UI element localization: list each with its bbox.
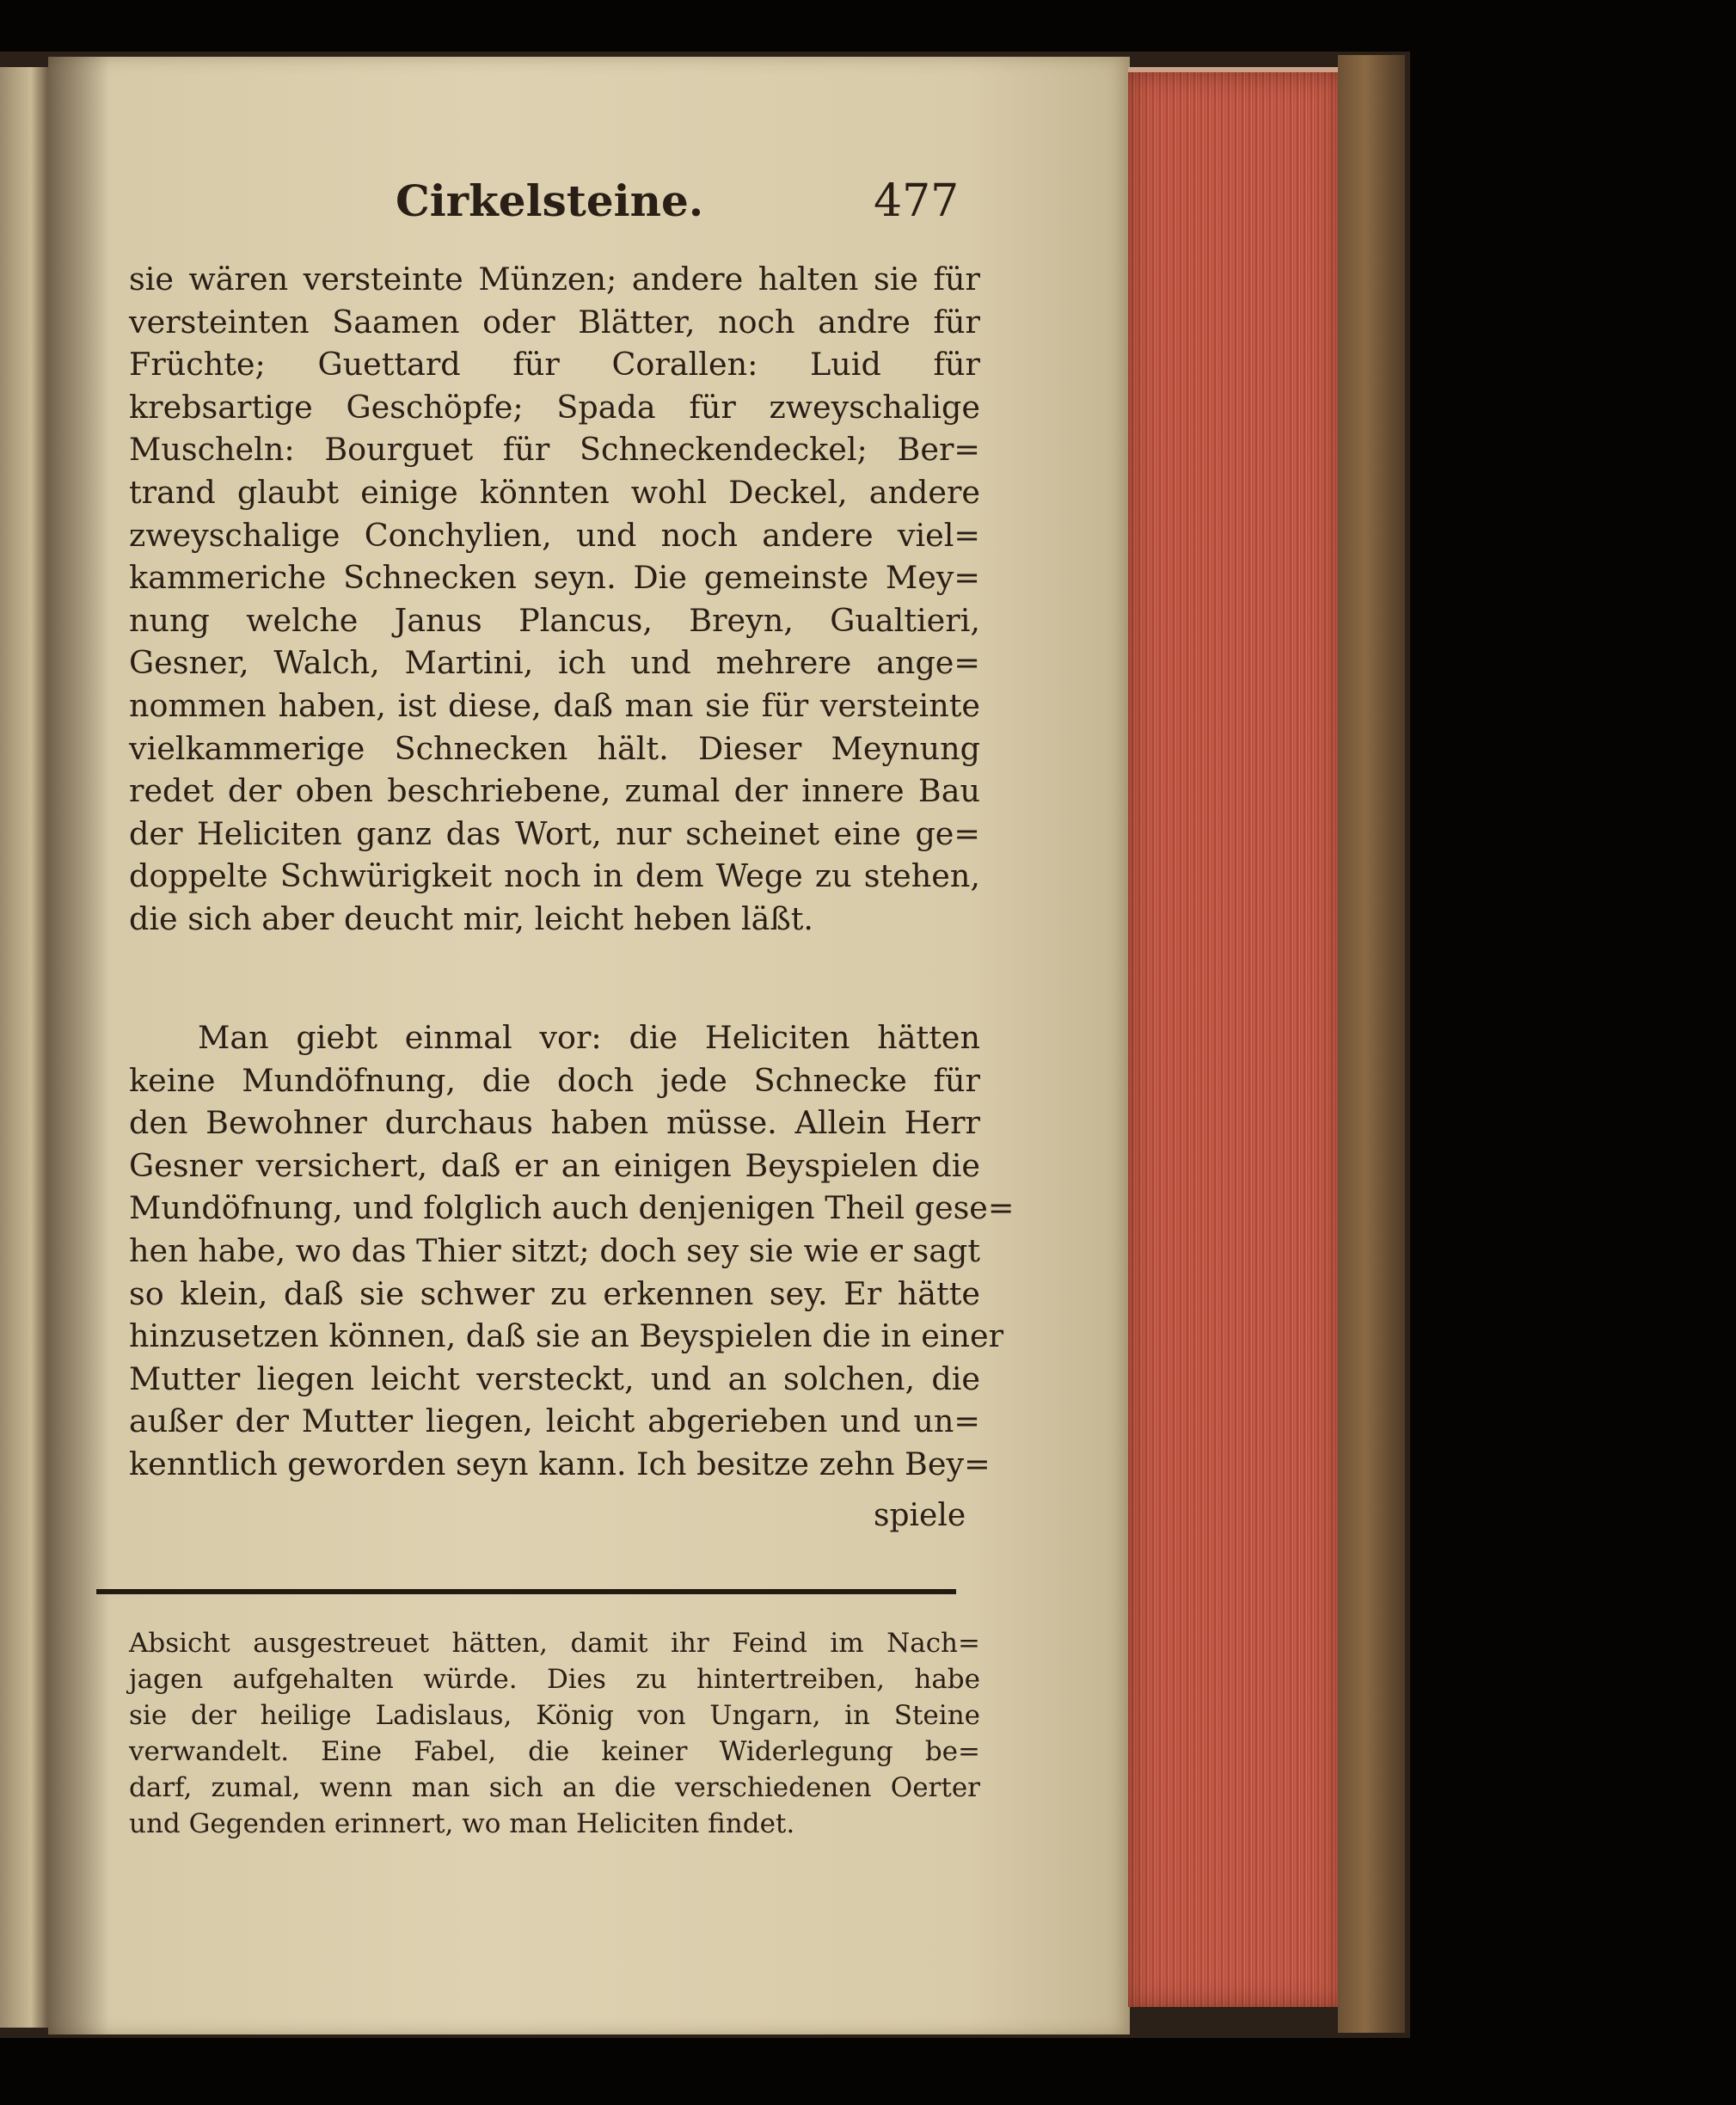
text-line: die sich aber deucht mir, leicht heben läßt. bbox=[129, 899, 814, 937]
text-line: Man giebt einmal vor: die Heliciten hätten bbox=[198, 1019, 980, 1056]
footnote-line: darf, zumal, wenn man sich an die verschiedenen Oerter bbox=[129, 1772, 980, 1803]
footnote-rule bbox=[96, 1589, 956, 1594]
text-line: kenntlich geworden seyn kann. Ich besitze zehn Bey= bbox=[129, 1445, 991, 1482]
text-line: trand glaubt einige könnten wohl Deckel, andere bbox=[129, 473, 980, 511]
text-line: so klein, daß sie schwer zu erkennen sey. Er hätte bbox=[129, 1274, 980, 1312]
footnote-line: jagen aufgehalten würde. Dies zu hintertreiben, habe bbox=[129, 1664, 980, 1695]
text-line: doppelte Schwürigkeit noch in dem Wege zu stehen, bbox=[129, 857, 980, 895]
text-line: nung welche Janus Plancus, Breyn, Gualtieri, bbox=[129, 601, 980, 639]
footnote-line: Absicht ausgestreuet hätten, damit ihr Feind im Nach= bbox=[129, 1628, 980, 1659]
text-line: zweyschalige Conchylien, und noch andere viel= bbox=[129, 516, 980, 554]
footnote-line: sie der heilige Ladislaus, König von Ungarn, in Steine bbox=[129, 1700, 980, 1731]
text-line: kammeriche Schnecken seyn. Die gemeinste Mey= bbox=[129, 559, 980, 597]
text-line: keine Mundöfnung, die doch jede Schnecke für bbox=[129, 1061, 980, 1099]
text-line: sie wären versteinte Münzen; andere halten sie für bbox=[129, 261, 980, 298]
text-line: nommen haben, ist diese, daß man sie für versteinte bbox=[129, 686, 980, 724]
red-fore-edge bbox=[1128, 72, 1341, 2007]
text-line: hen habe, wo das Thier sitzt; doch sey sie wie er sagt bbox=[129, 1231, 980, 1269]
paragraph-1 bbox=[129, 258, 980, 941]
text-line: Mutter liegen leicht versteckt, und an solchen, die bbox=[129, 1359, 980, 1397]
text-line: vielkammerige Schnecken hält. Dieser Meynung bbox=[129, 729, 980, 767]
text-line: der Heliciten ganz das Wort, nur scheinet eine ge= bbox=[129, 814, 980, 852]
running-head: Cirkelsteine. bbox=[396, 175, 704, 226]
text-line: Gesner versichert, daß er an einigen Beyspielen die bbox=[129, 1146, 980, 1184]
footnote bbox=[129, 1625, 980, 1842]
paragraph-2 bbox=[129, 1016, 1015, 1486]
text-line: redet der oben beschriebene, zumal der innere Bau bbox=[129, 772, 980, 810]
footnote-line: verwandelt. Eine Fabel, die keiner Widerlegung be= bbox=[129, 1736, 980, 1767]
page-number: 477 bbox=[874, 175, 960, 227]
text-line: den Bewohner durchaus haben müsse. Allein Herr bbox=[129, 1104, 980, 1142]
page-gutter bbox=[48, 57, 108, 2034]
text-line: Gesner, Walch, Martini, ich und mehrere ange= bbox=[129, 644, 980, 682]
book-cover-edge bbox=[1338, 55, 1405, 2033]
catchword: spiele bbox=[874, 1498, 966, 1533]
text-line: krebsartige Geschöpfe; Spada für zweyschalige bbox=[129, 388, 980, 426]
text-line: außer der Mutter liegen, leicht abgerieben und un= bbox=[129, 1402, 980, 1440]
left-page-edge bbox=[0, 67, 52, 2028]
text-line: versteinten Saamen oder Blätter, noch andre für bbox=[129, 303, 980, 341]
footnote-line: und Gegenden erinnert, wo man Heliciten findet. bbox=[129, 1808, 795, 1839]
text-line: Muscheln: Bourguet für Schneckendeckel; Ber= bbox=[129, 431, 980, 469]
text-line: hinzusetzen können, daß sie an Beyspielen die in einer bbox=[129, 1317, 1004, 1355]
text-line: Früchte; Guettard für Corallen: Luid für bbox=[129, 346, 980, 384]
text-line: Mundöfnung, und folglich auch denjenigen Theil gese= bbox=[129, 1189, 1015, 1227]
